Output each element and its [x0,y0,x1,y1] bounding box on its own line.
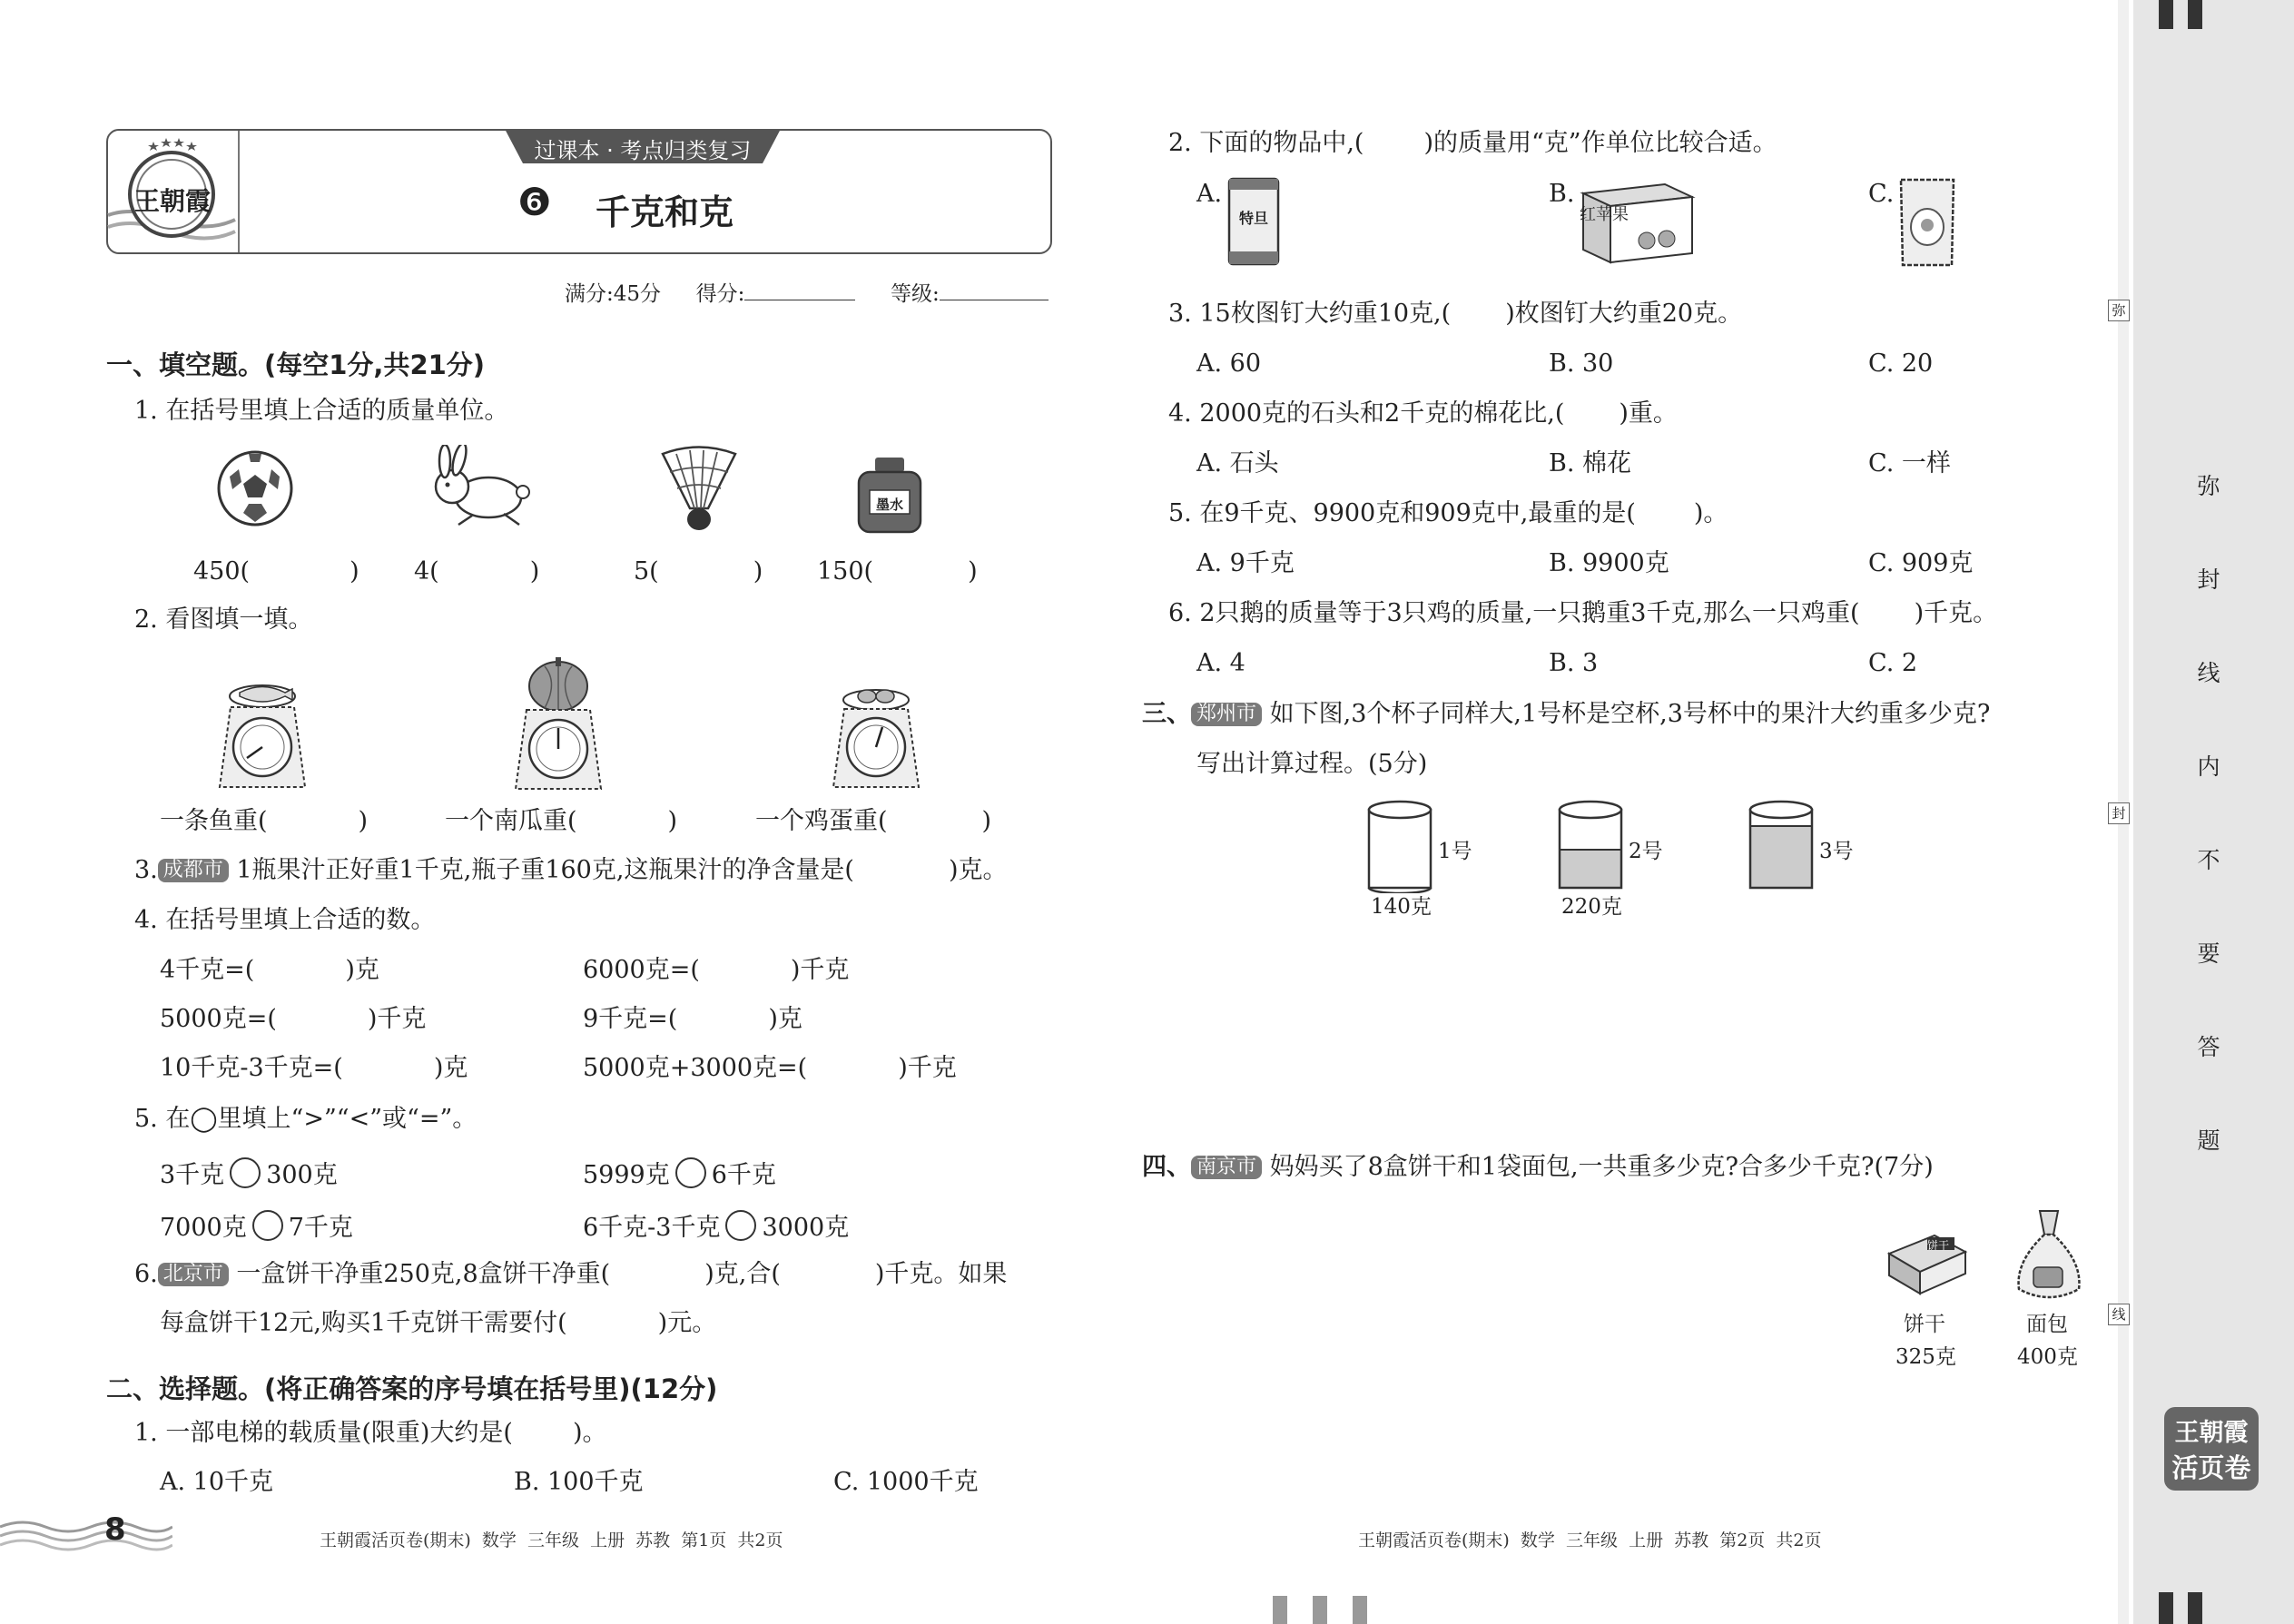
fish-scale-icon [212,676,312,790]
s1-q2-item-1: 一条鱼重( ) [160,807,369,835]
s1-q1-text: 1. 在括号里填上合适的质量单位。 [134,397,509,425]
seal-mark-small: 弥 [2108,300,2130,321]
s2-q4: 4. 2000克的石头和2千克的棉花比,( )重。 [1168,399,1678,428]
seed-packet-icon [1895,174,1959,272]
s1-q4-r1-left: 4千克=( )克 [160,956,379,984]
s2-q1-option-b[interactable]: B. 100千克 [514,1468,644,1496]
s2-q2-option-b[interactable]: B. [1549,180,1575,208]
cup-2-icon [1557,799,1625,893]
bread-name: 面包 [2026,1313,2068,1336]
s2-q6-option-b[interactable]: B. 3 [1549,649,1599,677]
binding-mark-top [2188,0,2202,29]
cup-2-weight: 220克 [1561,895,1622,919]
binding-mark-bottom [1273,1596,1287,1624]
wave-decoration-icon [0,1518,172,1554]
logo-divider [238,131,240,252]
cup-2-label: 2号 [1629,840,1663,863]
section2-heading: 二、选择题。(将正确答案的序号填在括号里)(12分) [106,1373,718,1404]
page-number: 8 [104,1511,126,1548]
s1-q4-r1-right: 6000克=( )千克 [583,956,850,984]
s1-q4-r3-right: 5000克+3000克=( )千克 [583,1054,957,1082]
logo-text: 王朝霞 [133,186,211,216]
s2-q2: 2. 下面的物品中,( )的质量用“克”作单位比较合适。 [1168,129,1777,157]
s1-q2-item-3: 一个鸡蛋重( ) [755,807,992,835]
s1-q6-line1: 6. 北京市 一盒饼干净重250克,8盒饼干净重( )克,合( )千克。如果 [134,1260,1008,1288]
grade-label: 等级: [891,282,940,306]
s1-q5-r2-right: 6千克-3千克 3000克 [583,1210,849,1241]
soccer-ball-icon [216,449,294,527]
biscuit-box-label: 饼干 [1927,1239,1950,1252]
s2-q1: 1. 一部电梯的载质量(限重)大约是( )。 [134,1419,607,1447]
s1-q6-line2: 每盒饼干12元,购买1千克饼干需要付( )元。 [160,1309,717,1337]
margin-vertical-text: 弥 封 线 内 不 要 答 题 [2197,473,2220,1154]
s2-q2-option-c[interactable]: C. [1868,180,1895,208]
brand-badge [2164,1407,2259,1491]
s1-q4-r2-right: 9千克=( )克 [583,1005,802,1033]
s2-q3: 3. 15枚图钉大约重10克,( )枚图钉大约重20克。 [1168,300,1743,328]
snack-bag-label: 特旦 [1238,210,1268,227]
rabbit-icon [418,445,536,532]
score-label: 得分: [695,282,745,306]
seal-mark-small: 线 [2108,1304,2130,1325]
full-score-label: 满分:45分 [565,282,662,306]
binding-mark-bottom [1313,1596,1327,1624]
s1-q1-item-4: 150( ) [817,557,978,586]
apple-box-label: 红苹果 [1580,205,1629,224]
s1-q4-r3-left: 10千克-3千克=( )克 [160,1054,468,1082]
s2-q3-option-c[interactable]: C. 20 [1868,349,1934,378]
brand-badge-line2: 活页卷 [2171,1452,2251,1483]
cup-1-label: 1号 [1438,840,1472,863]
binding-mark-lower [2188,1592,2202,1624]
compare-circle[interactable] [675,1157,706,1188]
bread-weight: 400克 [2017,1345,2078,1369]
section1-heading: 一、填空题。(每空1分,共21分) [106,349,486,380]
s2-q6-option-a[interactable]: A. 4 [1196,649,1245,677]
s1-q2-text: 2. 看图填一填。 [134,605,313,634]
footer-left: 王朝霞活页卷(期末) 数学 三年级 上册 苏教 第1页 共2页 [320,1530,783,1550]
bread-bag-icon [2008,1207,2090,1307]
cup-1-icon [1366,799,1434,893]
s2-q3-option-b[interactable]: B. 30 [1549,349,1614,378]
binding-mark-lower [2159,1592,2173,1624]
s2-q5-option-b[interactable]: B. 9900克 [1549,549,1669,577]
s2-q3-option-a[interactable]: A. 60 [1196,349,1262,378]
s1-q5-r1-right: 5999克 6千克 [583,1157,776,1188]
binding-mark-bottom [1353,1596,1367,1624]
unit-title: 千克和克 [596,192,734,232]
s1-q4-text: 4. 在括号里填上合适的数。 [134,906,436,934]
biscuit-name: 饼干 [1904,1313,1945,1336]
s1-q2-item-2: 一个南瓜重( ) [445,807,678,835]
region-tag-nanjing: 南京市 [1191,1156,1262,1179]
s1-q5-text: 5. 在◯里填上“>”“<”或“=”。 [134,1105,478,1133]
s1-q1-item-3: 5( ) [634,557,763,586]
compare-circle[interactable] [725,1210,756,1241]
pumpkin-scale-icon [508,655,608,792]
s4-line: 四、 南京市 妈妈买了8盒饼干和1袋面包,一共重多少克?合多少千克?(7分) [1142,1153,1934,1181]
region-tag-chengdu: 成都市 [158,859,229,882]
cup-3-label: 3号 [1819,840,1854,863]
s2-q6-option-c[interactable]: C. 2 [1868,649,1918,677]
shuttlecock-icon [654,445,744,536]
region-tag-beijing: 北京市 [158,1263,229,1286]
cup-3-icon [1748,799,1816,893]
s1-q1-item-2: 4( ) [414,557,540,586]
compare-circle[interactable] [252,1210,283,1241]
s2-q6: 6. 2只鹅的质量等于3只鸡的质量,一只鹅重3千克,那么一只鸡重( )千克。 [1168,599,1998,627]
unit-number: ❻ [517,180,552,224]
binding-mark-top [2159,0,2173,29]
s1-q5-r1-left: 3千克 300克 [160,1157,338,1188]
s1-q5-r2-left: 7000克 7千克 [160,1210,353,1241]
brand-badge-line1: 王朝霞 [2174,1419,2249,1447]
cup-1-weight: 140克 [1371,895,1432,919]
ink-label: 墨水 [875,497,903,513]
s2-q2-option-a[interactable]: A. [1196,180,1223,208]
s1-q4-r2-left: 5000克=( )千克 [160,1005,427,1033]
biscuit-weight: 325克 [1895,1345,1956,1369]
s2-q4-option-b[interactable]: B. 棉花 [1549,449,1632,477]
banner-title: 过课本 · 考点归类复习 [534,138,752,163]
seal-mark-small: 封 [2108,802,2130,824]
s2-q5-option-c[interactable]: C. 909克 [1868,549,1974,577]
footer-right: 王朝霞活页卷(期末) 数学 三年级 上册 苏教 第2页 共2页 [1358,1530,1822,1550]
egg-scale-icon [826,685,926,790]
s2-q1-option-a[interactable]: A. 10千克 [160,1468,274,1496]
s2-q5-option-a[interactable]: A. 9千克 [1196,549,1295,577]
s3-line2: 写出计算过程。(5分) [1196,750,1428,778]
score-line [565,284,1049,305]
s2-q1-option-c[interactable]: C. 1000千克 [833,1468,979,1496]
s2-q5: 5. 在9千克、9900克和909克中,最重的是( )。 [1168,499,1728,527]
s2-q4-option-c[interactable]: C. 一样 [1868,449,1951,477]
compare-circle[interactable] [230,1157,261,1188]
s1-q1-item-1: 450( ) [193,557,359,586]
s3-line1: 三、 郑州市 如下图,3个杯子同样大,1号杯是空杯,3号杯中的果汁大约重多少克? [1142,700,1991,728]
s1-q3: 3. 成都市 1瓶果汁正好重1千克,瓶子重160克,这瓶果汁的净含量是( )克。 [134,856,1008,884]
region-tag-zhengzhou: 郑州市 [1191,703,1262,726]
s2-q4-option-a[interactable]: A. 石头 [1196,449,1279,477]
